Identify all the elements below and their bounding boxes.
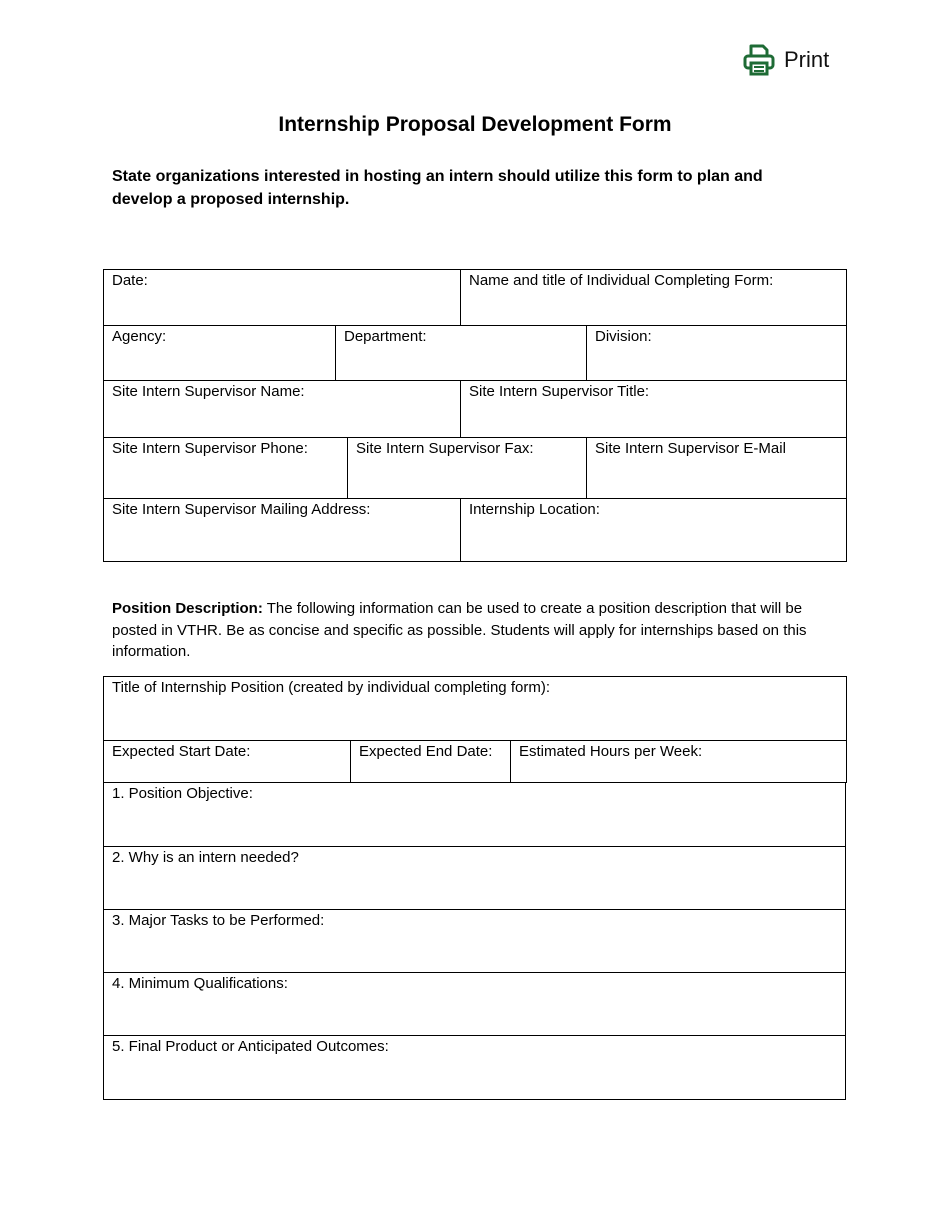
agency-field[interactable] [103,325,336,381]
internship-location-field[interactable] [460,498,847,562]
print-label: Print [784,47,830,72]
why-needed-field[interactable] [103,846,846,910]
position-objective-label: 1. Position Objective: [112,785,253,802]
supervisor-email-field[interactable] [586,437,847,499]
supervisor-fax-label: Site Intern Supervisor Fax: [356,440,534,457]
department-field[interactable] [335,325,587,381]
position-objective-field[interactable] [103,782,846,847]
major-tasks-field[interactable] [103,909,846,973]
internship-location-label: Internship Location: [469,501,600,518]
supervisor-title-label: Site Intern Supervisor Title: [469,383,650,400]
why-needed-label: 2. Why is an intern needed? [112,849,299,866]
department-label: Department: [344,328,427,345]
division-label: Division: [595,328,652,345]
supervisor-fax-field[interactable] [347,437,587,499]
position-description-label: Position Description: [112,600,263,617]
intro-text: State organizations interested in hosting an intern should utilize this form to plan and develop a proposed internship. [112,168,763,208]
position-title-field[interactable] [103,676,847,741]
name-title-label: Name and title of Individual Completing Form: [469,272,774,289]
supervisor-phone-label: Site Intern Supervisor Phone: [112,440,308,457]
supervisor-name-label: Site Intern Supervisor Name: [112,383,305,400]
end-date-label: Expected End Date: [359,743,493,760]
position-description-text: The following information can be used to create a position description that will be posted in VTHR. Be as concise and specific as possible. Students will apply for internships based on this information. [112,600,807,660]
start-date-field[interactable] [103,740,351,783]
supervisor-title-field[interactable] [460,380,847,438]
hours-per-week-label: Estimated Hours per Week: [519,743,703,760]
start-date-label: Expected Start Date: [112,743,251,760]
date-label: Date: [112,272,148,289]
supervisor-name-field[interactable] [103,380,461,438]
qualifications-label: 4. Minimum Qualifications: [112,975,288,992]
hours-per-week-field[interactable] [510,740,847,783]
end-date-field[interactable] [350,740,511,783]
position-title-label: Title of Internship Position (created by individual completing form): [112,679,550,696]
position-description [112,598,842,663]
page-title: Internship Proposal Development Form [278,113,672,136]
date-field[interactable] [103,269,461,326]
major-tasks-label: 3. Major Tasks to be Performed: [112,912,325,929]
supervisor-email-label: Site Intern Supervisor E-Mail [595,440,786,457]
outcomes-field[interactable] [103,1035,846,1100]
division-field[interactable] [586,325,847,381]
print-button[interactable] [742,42,829,78]
agency-label: Agency: [112,328,167,345]
outcomes-label: 5. Final Product or Anticipated Outcomes: [112,1038,389,1055]
printer-icon [742,43,776,77]
qualifications-field[interactable] [103,972,846,1036]
supervisor-phone-field[interactable] [103,437,348,499]
mailing-address-field[interactable] [103,498,461,562]
name-title-field[interactable] [460,269,847,326]
mailing-address-label: Site Intern Supervisor Mailing Address: [112,501,371,518]
